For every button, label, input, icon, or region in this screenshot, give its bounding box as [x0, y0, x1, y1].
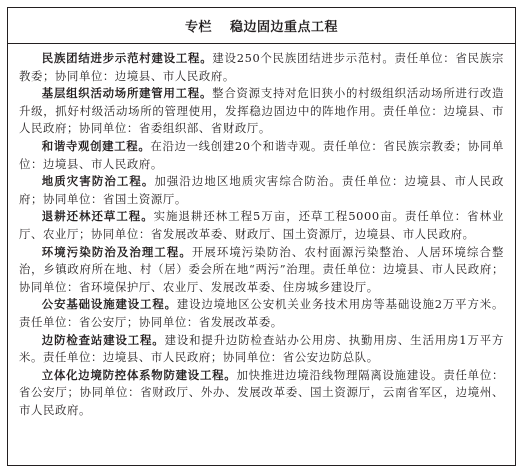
- project-heading: 地质灾害防治工程。: [41, 174, 155, 189]
- project-body: 开展环境污染防治、农村面源污染整治、人居环境综合整治，乡镇政府所在地、村（居）委会所在地“两污”治理。责任单位：边境县、市人民政府；协同单位：省环境保护厅、农业厅、发展改革委、住房城乡建设厅。: [19, 244, 504, 294]
- box-header: [8, 8, 515, 44]
- project-item: [19, 173, 504, 208]
- box-content: [8, 44, 515, 419]
- project-heading: 环境污染防治及治理工程。: [41, 244, 192, 259]
- project-body: 建设边境地区公安机关业务技术用房等基础设施2万平方米。责任单位：省公安厅；协同单位：省发展改革委。: [19, 297, 504, 329]
- column-label: 专栏: [184, 20, 212, 35]
- project-body: 在沿边一线创建20个和谐寺观。责任单位：省民族宗教委；协同单位：边境县、市人民政府。: [19, 138, 504, 171]
- project-heading: 公安基础设施建设工程。: [41, 297, 177, 312]
- feature-box: [7, 7, 516, 466]
- project-item: [19, 208, 504, 243]
- project-body: 实施退耕还林工程5万亩，还草工程5000亩。责任单位：省林业厅、农业厅；协同单位：省发展改革委、财政厅、国土资源厅，边境县、市人民政府。: [19, 209, 504, 241]
- box-title: 稳边固边重点工程: [230, 20, 339, 35]
- project-heading: 民族团结进步示范村建设工程。: [41, 51, 213, 65]
- project-body: 建设和提升边防检查站办公用房、执勤用房、生活用房1万平方米。责任单位：边境县、市人民政府；协同单位：省公安边防总队。: [19, 332, 504, 365]
- project-item: [19, 85, 504, 138]
- project-item: [19, 332, 504, 367]
- project-item: [19, 296, 504, 331]
- project-heading: 立体化边境防控体系物防建设工程。: [41, 367, 237, 382]
- project-item: [19, 138, 504, 173]
- project-item: [19, 367, 504, 420]
- project-heading: 基层组织活动场所建管用工程。: [41, 86, 213, 101]
- project-item: [19, 244, 504, 297]
- project-heading: 边防检查站建设工程。: [41, 332, 165, 347]
- project-item: [19, 50, 504, 85]
- project-heading: 和谐寺观创建工程。: [41, 138, 151, 153]
- project-body: 加强沿边地区地质灾害综合防治。责任单位：边境县、市人民政府；协同单位：省国土资源厅。: [19, 174, 504, 206]
- project-heading: 退耕还林还草工程。: [41, 209, 154, 224]
- project-body: 建设250个民族团结进步示范村。责任单位：省民族宗教委；协同单位：边境县、市人民政府。: [19, 51, 504, 83]
- project-body: 加快推进边境沿线物理隔离设施建设。责任单位：省公安厅；协同单位：省财政厅、外办、发展改革委、国土资源厅，云南省军区，边境州、市人民政府。: [19, 367, 504, 417]
- project-body: 整合资源支持对危旧狭小的村级组织活动场所进行改造升级，抓好村级活动场所的管理使用，发挥稳边固边中的阵地作用。责任单位：边境县、市人民政府；协同单位：省委组织部、省财政厅。: [19, 86, 505, 136]
